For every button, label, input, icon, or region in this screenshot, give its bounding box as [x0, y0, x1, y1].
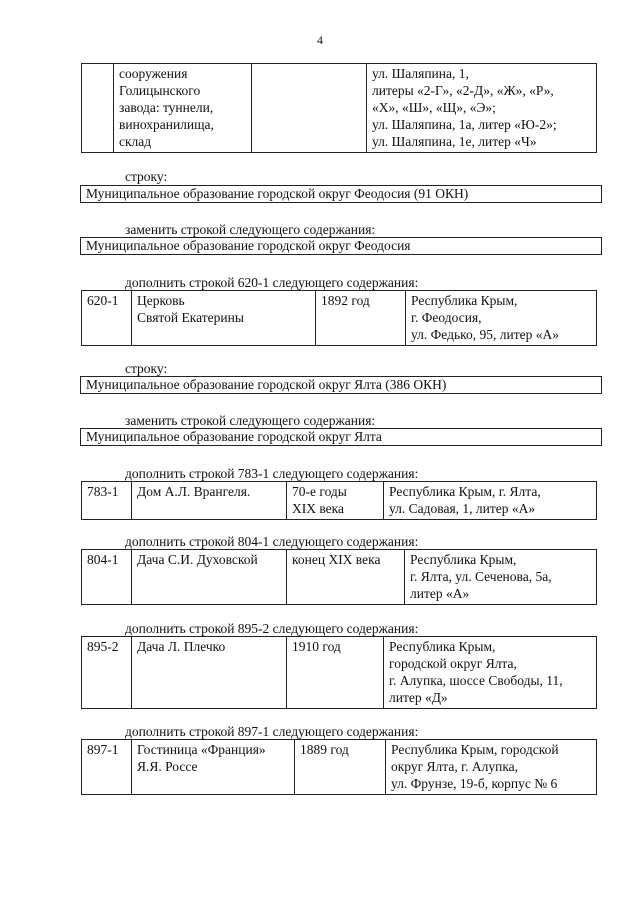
address-cell: Республика Крым, городской округ Ялта, г. Алупка, шоссе Свободы, 11, литер «Д» — [384, 637, 597, 709]
row-number-cell: 783-1 — [82, 482, 132, 520]
heritage-table-row-620-1 — [81, 290, 597, 346]
heritage-table-row-804-1 — [81, 549, 597, 605]
table-row — [82, 482, 597, 520]
object-name-cell: сооружения Голицынского завода: туннели, винохранилища, склад — [114, 64, 252, 153]
instruction-label: строку: — [125, 169, 168, 184]
table-row — [82, 740, 597, 795]
heritage-table-top-row — [81, 63, 597, 153]
object-name-cell: Гостиница «Франция» Я.Я. Россе — [132, 740, 295, 795]
instruction-label: строку: — [125, 361, 168, 376]
page-number: 4 — [317, 33, 323, 47]
table-row — [82, 291, 597, 346]
address-cell: Республика Крым, г. Ялта, ул. Сеченова, 5а, литер «А» — [405, 550, 597, 605]
heritage-table-row-897-1 — [81, 739, 597, 795]
row-number-cell: 804-1 — [82, 550, 132, 605]
instruction-label: заменить строкой следующего содержания: — [125, 222, 376, 237]
instruction-label: дополнить строкой 804-1 следующего содержания: — [125, 534, 419, 549]
table-row — [82, 550, 597, 605]
date-cell: 70-е годы XIX века — [287, 482, 384, 520]
address-cell: Республика Крым, городской округ Ялта, г. Алупка, ул. Фрунзе, 19-б, корпус № 6 — [386, 740, 597, 795]
row-number-cell — [82, 64, 114, 153]
heritage-table-row-783-1 — [81, 481, 597, 520]
date-cell: конец XIX века — [287, 550, 405, 605]
table-row — [82, 64, 597, 153]
row-number-cell: 895-2 — [82, 637, 132, 709]
municipality-row: Муниципальное образование городской округ Феодосия (91 ОКН) — [80, 185, 602, 203]
heritage-table-row-895-2 — [81, 636, 597, 709]
table-row — [82, 637, 597, 709]
instruction-label: дополнить строкой 895-2 следующего содержания: — [125, 621, 419, 636]
instruction-label: дополнить строкой 620-1 следующего содержания: — [125, 275, 419, 290]
row-number-cell: 897-1 — [82, 740, 132, 795]
date-cell: 1910 год — [287, 637, 384, 709]
row-number-cell: 620-1 — [82, 291, 132, 346]
date-cell: 1892 год — [316, 291, 406, 346]
object-name-cell: Дом А.Л. Врангеля. — [132, 482, 287, 520]
object-name-cell: Церковь Святой Екатерины — [132, 291, 316, 346]
instruction-label: дополнить строкой 783-1 следующего содержания: — [125, 466, 419, 481]
municipality-row: Муниципальное образование городской округ Феодосия — [80, 237, 602, 255]
date-cell — [252, 64, 367, 153]
municipality-row: Муниципальное образование городской округ Ялта (386 ОКН) — [80, 376, 602, 394]
object-name-cell: Дача С.И. Духовской — [132, 550, 287, 605]
object-name-cell: Дача Л. Плечко — [132, 637, 287, 709]
address-cell: Республика Крым, г. Феодосия, ул. Федько, 95, литер «А» — [406, 291, 597, 346]
address-cell: ул. Шаляпина, 1, литеры «2-Г», «2-Д», «Ж», «Р», «Х», «Ш», «Щ», «Э»; ул. Шаляпина, 1а, литер «Ю-2»; ул. Шаляпина, 1е, литер «Ч» — [367, 64, 597, 153]
municipality-row: Муниципальное образование городской округ Ялта — [80, 428, 602, 446]
instruction-label: заменить строкой следующего содержания: — [125, 413, 376, 428]
instruction-label: дополнить строкой 897-1 следующего содержания: — [125, 724, 419, 739]
address-cell: Республика Крым, г. Ялта, ул. Садовая, 1, литер «А» — [384, 482, 597, 520]
date-cell: 1889 год — [295, 740, 386, 795]
